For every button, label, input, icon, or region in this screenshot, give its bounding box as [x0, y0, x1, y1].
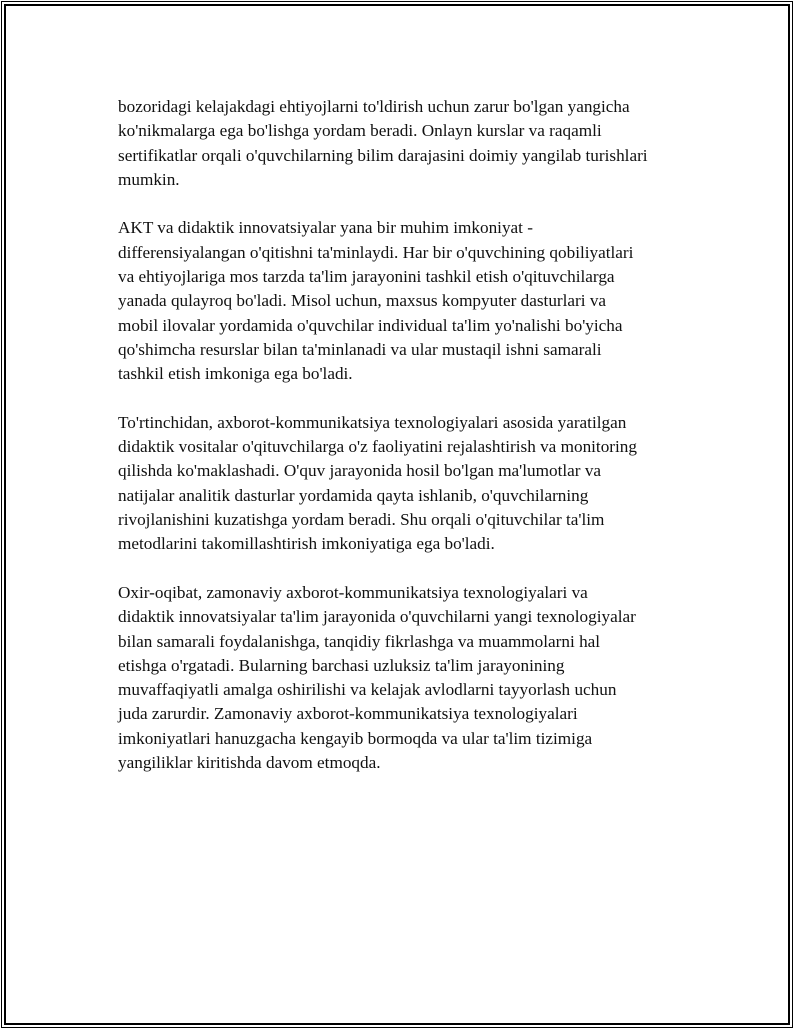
text-line: didaktik vositalar o'qituvchilarga o'z faoliyatini rejalashtirish va monitoring — [118, 437, 637, 457]
text-line: qilishda ko'maklashadi. O'quv jarayonida hosil bo'lgan ma'lumotlar va — [118, 461, 602, 481]
text-line: etishga o'rgatadi. Bularning barchasi uzluksiz ta'lim jarayonining — [118, 655, 565, 675]
text-line: juda zarurdir. Zamonaviy axborot-kommunikatsiya texnologiyalari — [118, 704, 578, 724]
text-line: mobil ilovalar yordamida o'quvchilar individual ta'lim yo'nalishi bo'yicha — [118, 315, 623, 335]
paragraph-3 — [118, 411, 698, 557]
paragraph-2 — [118, 216, 698, 386]
document-body — [118, 95, 698, 800]
text-line: differensiyalangan o'qitishni ta'minlaydi. Har bir o'quvchining qobiliyatlari — [118, 242, 634, 262]
paragraph-4 — [118, 581, 698, 775]
text-line: yanada qulayroq bo'ladi. Misol uchun, maxsus kompyuter dasturlari va — [118, 291, 607, 311]
paragraph-1 — [118, 95, 698, 192]
text-line: AKT va didaktik innovatsiyalar yana bir muhim imkoniyat - — [118, 218, 533, 238]
text-line: metodlarini takomillashtirish imkoniyatiga ega bo'ladi. — [118, 534, 495, 554]
text-line: bozoridagi kelajakdagi ehtiyojlarni to'ldirish uchun zarur bo'lgan yangicha — [118, 97, 630, 116]
text-line: tashkil etish imkoniga ega bo'ladi. — [118, 364, 353, 384]
text-line: To'rtinchidan, axborot-kommunikatsiya texnologiyalari asosida yaratilgan — [118, 412, 627, 432]
text-line: imkoniyatlari hanuzgacha kengayib bormoqda va ular ta'lim tizimiga — [118, 728, 593, 748]
document-page — [4, 4, 790, 1025]
text-line: bilan samarali foydalanishga, tanqidiy fikrlashga va muammolarni hal — [118, 631, 601, 651]
text-line: ko'nikmalarga ega bo'lishga yordam beradi. Onlayn kurslar va raqamli — [118, 121, 602, 141]
text-line: Oxir-oqibat, zamonaviy axborot-kommunikatsiya texnologiyalari va — [118, 582, 588, 602]
text-line: va ehtiyojlariga mos tarzda ta'lim jarayonini tashkil etish o'qituvchilarga — [118, 267, 615, 287]
text-line: qo'shimcha resurslar bilan ta'minlanadi va ular mustaqil ishni samarali — [118, 339, 602, 359]
text-line: rivojlanishini kuzatishga yordam beradi. Shu orqali o'qituvchilar ta'lim — [118, 510, 605, 530]
text-line: muvaffaqiyatli amalga oshirilishi va kelajak avlodlarni tayyorlash uchun — [118, 680, 617, 700]
text-line: mumkin. — [118, 169, 180, 189]
text-line: yangiliklar kiritishda davom etmoqda. — [118, 753, 381, 773]
text-line: didaktik innovatsiyalar ta'lim jarayonida o'quvchilarni yangi texnologiyalar — [118, 607, 636, 627]
text-line: sertifikatlar orqali o'quvchilarning bilim darajasini doimiy yangilab turishlari — [118, 145, 648, 165]
text-line: natijalar analitik dasturlar yordamida qayta ishlanib, o'quvchilarning — [118, 485, 589, 505]
